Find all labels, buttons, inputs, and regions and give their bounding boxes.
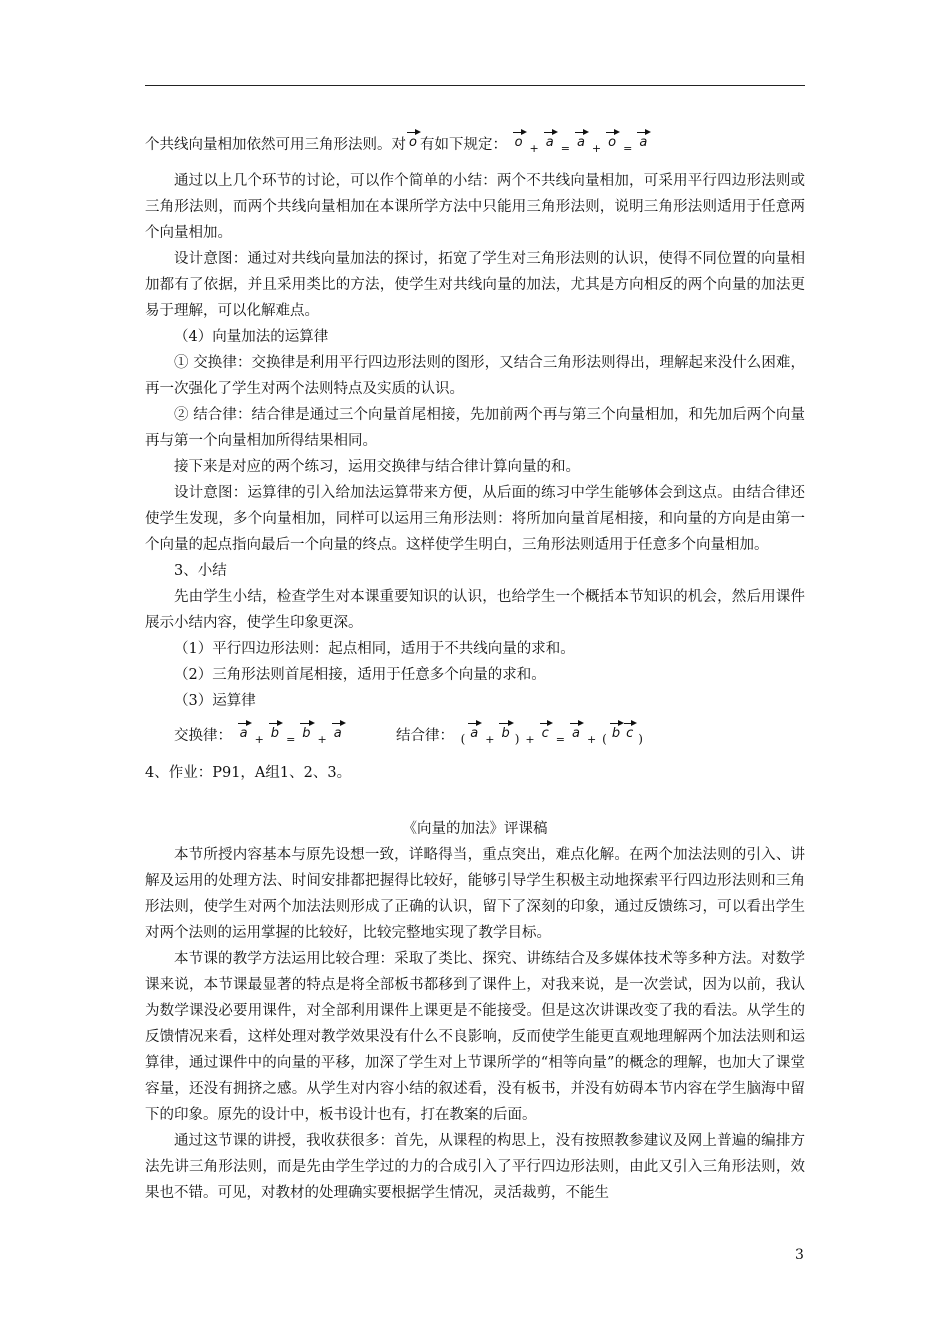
section-heading-summary: 3、小结 xyxy=(174,563,227,579)
assoc-vec-b2: b xyxy=(609,727,623,741)
equals-sign: = xyxy=(560,142,570,155)
summary-paragraph: 通过以上几个环节的讨论，可以作个简单的小结：两个不共线向量相加，可采用平行四边形法则或三角形法则，而两个共线向量相加在本课所学方法中只能用三角形法则，说明三角形法则适用于任意两个向量相加。 xyxy=(145,173,805,241)
page-number: 3 xyxy=(795,1247,804,1263)
equals-sign: = xyxy=(555,733,565,746)
plus-sign: + xyxy=(254,733,264,746)
summary-item-1: （1）平行四边形法则：起点相同，适用于不共线向量的求和。 xyxy=(174,641,575,657)
assoc-vec-a: a xyxy=(467,727,481,741)
section-heading-operation-laws: （4）向量加法的运算律 xyxy=(174,329,329,345)
equals-sign: = xyxy=(623,142,633,155)
homework-line: 4、作业：P91，A组1、2、3。 xyxy=(145,765,352,781)
formula-vec-3: a xyxy=(574,136,588,150)
plus-sign: + xyxy=(485,733,495,746)
comm-vec-b: b xyxy=(268,727,282,741)
plus-sign: + xyxy=(529,142,539,155)
left-paren: ( xyxy=(460,732,466,746)
exercise-paragraph: 接下来是对应的两个练习，运用交换律与结合律计算向量的和。 xyxy=(174,459,580,475)
plus-sign: + xyxy=(525,733,535,746)
review-paragraph-3: 通过这节课的讲授，我收获很多：首先，从课程的构思上，没有按照教参建议及网上普遍的编排方法先讲三角形法则，而是先由学生学过的力的合成引入了平行四边形法则，由此又引入三角形法则，效果也不错。可见，对教材的处理确实要根据学生情况，灵活裁剪，不能生 xyxy=(145,1133,805,1201)
plus-sign: + xyxy=(586,733,597,746)
review-title: 《向量的加法》评课稿 xyxy=(402,821,548,837)
zero-vector-rule-line xyxy=(145,122,805,168)
associative-law-paragraph: ② 结合律：结合律是通过三个向量首尾相接，先加前两个再与第三个向量相加，和先加后两个向量再与第一个向量相加所得结果相同。 xyxy=(145,407,805,449)
zero-vector: o xyxy=(406,136,420,150)
formula-vec-5: a xyxy=(636,136,650,150)
commutative-label: 交换律： xyxy=(174,728,232,744)
formula-vec-2: a xyxy=(543,136,557,150)
assoc-vec-c: c xyxy=(539,727,552,741)
assoc-vec-a2: a xyxy=(569,727,583,741)
line1-text-b: 有如下规定： xyxy=(419,137,507,153)
right-paren: ) xyxy=(514,732,520,746)
summary-item-3: （3）运算律 xyxy=(174,693,256,709)
associative-label: 结合律： xyxy=(395,728,454,744)
header-rule xyxy=(145,85,805,86)
comm-vec-a: a xyxy=(237,727,251,741)
comm-vec-b2: b xyxy=(299,727,313,741)
right-paren: ) xyxy=(638,732,643,746)
design-intent-paragraph-2: 设计意图：运算律的引入给加法运算带来方便，从后面的练习中学生能够体会到这点。由结合律还使学生发现，多个向量相加，同样可以运用三角形法则：将所加向量首尾相接，和向量的方向是由第一个向量的起点指向最后一个向量的终点。这样使学生明白，三角形法则适用于任意多个向量相加。 xyxy=(145,485,805,553)
assoc-vec-b: b xyxy=(498,727,512,741)
plus-sign: + xyxy=(591,142,602,155)
comm-vec-a2: a xyxy=(331,727,345,741)
summary-intro-paragraph: 先由学生小结，检查学生对本课重要知识的认识，也给学生一个概括本节知识的机会，然后用课件展示小结内容，使学生印象更深。 xyxy=(145,589,805,631)
equals-sign: = xyxy=(286,733,296,746)
laws-formula-line xyxy=(145,714,805,758)
assoc-vec-c2: c xyxy=(623,727,636,741)
design-intent-paragraph-1: 设计意图：通过对共线向量加法的探讨，拓宽了学生对三角形法则的认识，使得不同位置的向量相加都有了依据，并且采用类比的方法，使学生对共线向量的加法，尤其是方向相反的两个向量的加法更易于理解，可以化解难点。 xyxy=(145,251,805,319)
formula-vec-4: o xyxy=(605,136,619,150)
formula-vec-1: o xyxy=(512,136,526,150)
review-paragraph-1: 本节所授内容基本与原先设想一致，详略得当，重点突出，难点化解。在两个加法法则的引入、讲解及运用的处理方法、时间安排都把握得比较好，能够引导学生积极主动地探索平行四边形法则和三角形法则，使学生对两个加法法则形成了正确的认识，留下了深刻的印象，通过反馈练习，可以看出学生对两个法则的运用掌握的比较好，比较完整地实现了教学目标。 xyxy=(145,847,805,941)
line1-text-a: 个共线向量相加依然可用三角形法则。对 xyxy=(145,137,406,153)
left-paren: ( xyxy=(602,732,607,746)
review-paragraph-2: 本节课的教学方法运用比较合理：采取了类比、探究、讲练结合及多媒体技术等多种方法。对数学课来说，本节课最显著的特点是将全部板书都移到了课件上，对我来说，是一次尝试，因为以前，我认为数学课没必要用课件，对全部利用课件上课更是不能接受。但是这次讲课改变了我的看法。从学生的反馈情况来看，这样处理对教学效果没有什么不良影响，反而使学生能更直观地理解两个加法法则和运算律，通过课件中的向量的平移，加深了学生对上节课所学的“相等向量”的概念的理解，也加大了课堂容量，还没有拥挤之感。从学生对内容小结的叙述看，没有板书，并没有妨碍本节内容在学生脑海中留下的印象。原先的设计中，板书设计也有，打在教案的后面。 xyxy=(145,951,805,1123)
summary-item-2: （2）三角形法则首尾相接，适用于任意多个向量的求和。 xyxy=(174,667,546,683)
document-body xyxy=(145,122,805,1206)
commutative-law-paragraph: ① 交换律：交换律是利用平行四边形法则的图形，又结合三角形法则得出，理解起来没什么困难，再一次强化了学生对两个法则特点及实质的认识。 xyxy=(145,355,805,397)
plus-sign: + xyxy=(317,733,327,746)
